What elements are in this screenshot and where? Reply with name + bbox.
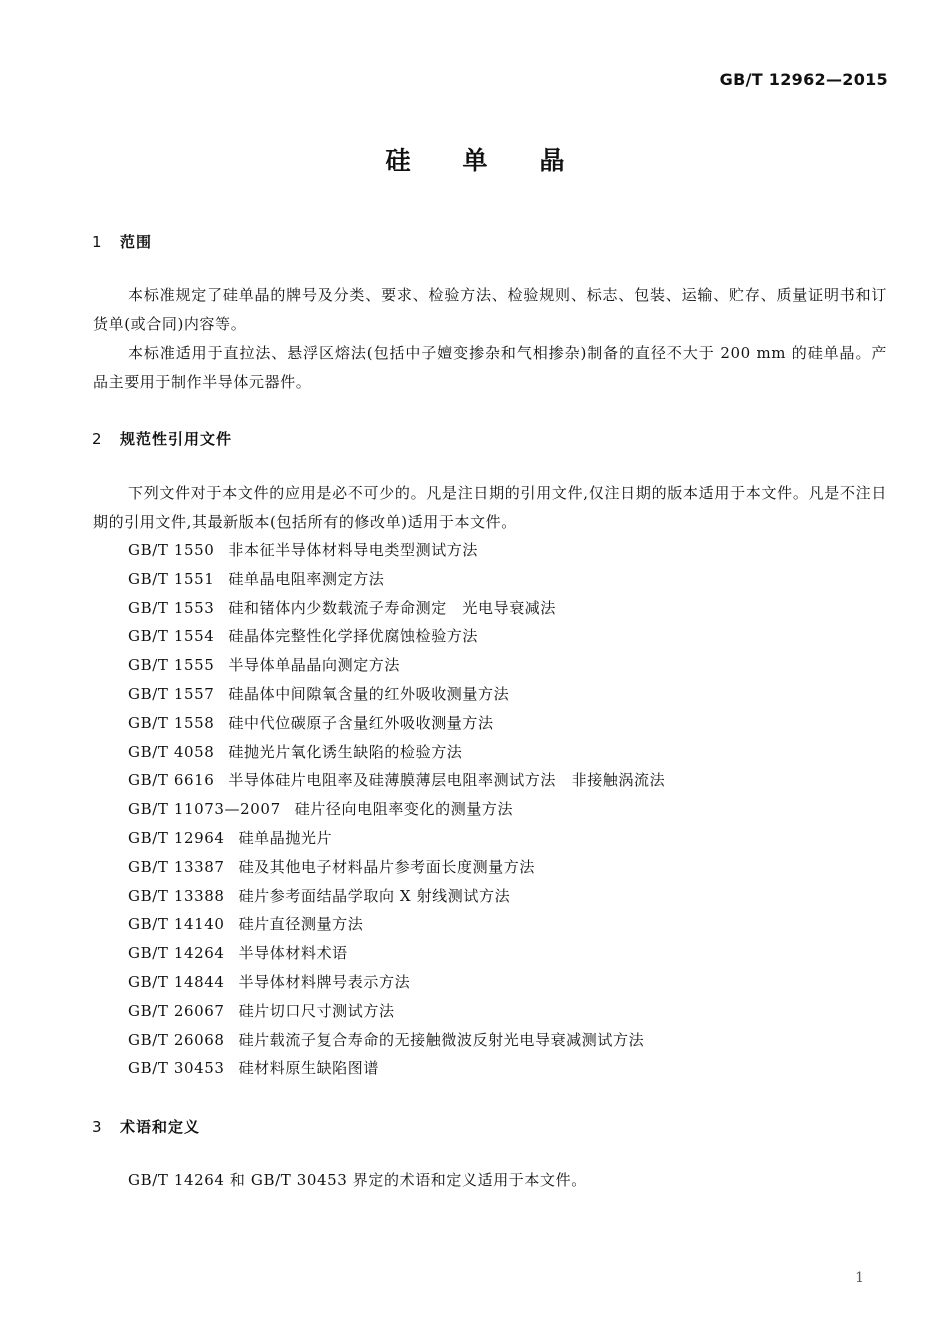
reference-title: 硅单晶抛光片 bbox=[238, 828, 333, 847]
reference-item bbox=[128, 1026, 665, 1055]
reference-title: 硅片参考面结晶学取向 X 射线测试方法 bbox=[238, 886, 511, 905]
reference-item bbox=[128, 536, 665, 565]
reference-code: GB/T 14844 bbox=[128, 972, 225, 991]
section-number: 1 bbox=[92, 233, 103, 251]
reference-code: GB/T 1555 bbox=[128, 656, 215, 675]
reference-code: GB/T 26067 bbox=[128, 1001, 225, 1020]
reference-title: 半导体单晶晶向测定方法 bbox=[228, 656, 401, 675]
reference-item bbox=[128, 939, 665, 968]
section-number: 2 bbox=[92, 430, 103, 448]
section-3-heading bbox=[92, 1116, 200, 1137]
reference-code: GB/T 1550 bbox=[128, 541, 215, 559]
reference-code: GB/T 12964 bbox=[128, 828, 225, 847]
reference-code: GB/T 1557 bbox=[128, 684, 215, 703]
reference-title: 硅抛光片氧化诱生缺陷的检验方法 bbox=[228, 742, 463, 761]
reference-item bbox=[128, 738, 665, 767]
reference-code: GB/T 14264 bbox=[128, 944, 225, 963]
reference-item bbox=[128, 680, 665, 709]
reference-title: 硅中代位碳原子含量红外吸收测量方法 bbox=[228, 713, 494, 732]
reference-title: 硅及其他电子材料晶片参考面长度测量方法 bbox=[238, 857, 535, 876]
reference-code: GB/T 1551 bbox=[128, 569, 215, 588]
reference-item bbox=[128, 910, 665, 939]
reference-title: 硅片载流子复合寿命的无接触微波反射光电导衰减测试方法 bbox=[238, 1030, 645, 1049]
reference-title: 半导体材料牌号表示方法 bbox=[238, 972, 411, 991]
terms-paragraph: GB/T 14264 和 GB/T 30453 界定的术语和定义适用于本文件。 bbox=[128, 1171, 587, 1189]
scope-paragraph-1: 本标准规定了硅单晶的牌号及分类、要求、检验方法、检验规则、标志、包装、运输、贮存、质量证明书和订货单(或合同)内容等。 bbox=[93, 286, 887, 333]
reference-code: GB/T 1558 bbox=[128, 713, 215, 732]
document-title: 硅单晶 bbox=[385, 146, 617, 175]
page-number: 1 bbox=[855, 1270, 864, 1286]
reference-code: GB/T 13388 bbox=[128, 886, 225, 905]
reference-title: 硅片直径测量方法 bbox=[238, 915, 364, 934]
reference-code: GB/T 4058 bbox=[128, 742, 215, 761]
reference-title: 硅和锗体内少数载流子寿命测定 光电导衰减法 bbox=[228, 598, 557, 617]
reference-title: 半导体材料术语 bbox=[238, 944, 348, 963]
reference-code: GB/T 6616 bbox=[128, 771, 215, 790]
reference-code: GB/T 14140 bbox=[128, 915, 225, 934]
reference-title: 硅材料原生缺陷图谱 bbox=[238, 1059, 379, 1078]
reference-code: GB/T 1553 bbox=[128, 598, 215, 617]
section-title: 范围 bbox=[120, 233, 153, 251]
reference-code: GB/T 26068 bbox=[128, 1030, 225, 1049]
section-number: 3 bbox=[92, 1118, 103, 1136]
reference-title: 半导体硅片电阻率及硅薄膜薄层电阻率测试方法 非接触涡流法 bbox=[228, 771, 666, 790]
reference-item bbox=[128, 824, 665, 853]
reference-title: 硅单晶电阻率测定方法 bbox=[228, 569, 385, 588]
reference-item bbox=[128, 594, 665, 623]
scope-paragraph-2: 本标准适用于直拉法、悬浮区熔法(包括中子嬗变掺杂和气相掺杂)制备的直径不大于 200 mm 的硅单晶。产品主要用于制作半导体元器件。 bbox=[93, 344, 887, 391]
reference-title: 硅晶体中间隙氧含量的红外吸收测量方法 bbox=[228, 684, 510, 703]
section-title: 术语和定义 bbox=[120, 1118, 201, 1136]
reference-item bbox=[128, 968, 665, 997]
section-2-heading bbox=[92, 428, 232, 449]
reference-code: GB/T 13387 bbox=[128, 857, 225, 876]
reference-item bbox=[128, 1054, 665, 1083]
reference-code: GB/T 1554 bbox=[128, 627, 215, 646]
reference-item bbox=[128, 853, 665, 882]
reference-list bbox=[128, 536, 665, 1083]
reference-title: 硅片切口尺寸测试方法 bbox=[238, 1001, 395, 1020]
section-title: 规范性引用文件 bbox=[120, 430, 233, 448]
reference-item bbox=[128, 795, 665, 824]
reference-item bbox=[128, 622, 665, 651]
standard-code: GB/T 12962—2015 bbox=[719, 70, 888, 89]
reference-item bbox=[128, 882, 665, 911]
reference-item bbox=[128, 997, 665, 1026]
reference-item bbox=[128, 709, 665, 738]
reference-code: GB/T 11073—2007 bbox=[128, 800, 281, 819]
section-1-heading bbox=[92, 231, 152, 252]
reference-code: GB/T 30453 bbox=[128, 1059, 225, 1078]
reference-title: 硅片径向电阻率变化的测量方法 bbox=[294, 800, 514, 819]
reference-title: 硅晶体完整性化学择优腐蚀检验方法 bbox=[228, 627, 479, 646]
reference-item bbox=[128, 651, 665, 680]
reference-item bbox=[128, 766, 665, 795]
references-intro: 下列文件对于本文件的应用是必不可少的。凡是注日期的引用文件,仅注日期的版本适用于本文件。凡是不注日期的引用文件,其最新版本(包括所有的修改单)适用于本文件。 bbox=[93, 484, 887, 531]
reference-item bbox=[128, 565, 665, 594]
reference-title: 非本征半导体材料导电类型测试方法 bbox=[228, 541, 479, 559]
